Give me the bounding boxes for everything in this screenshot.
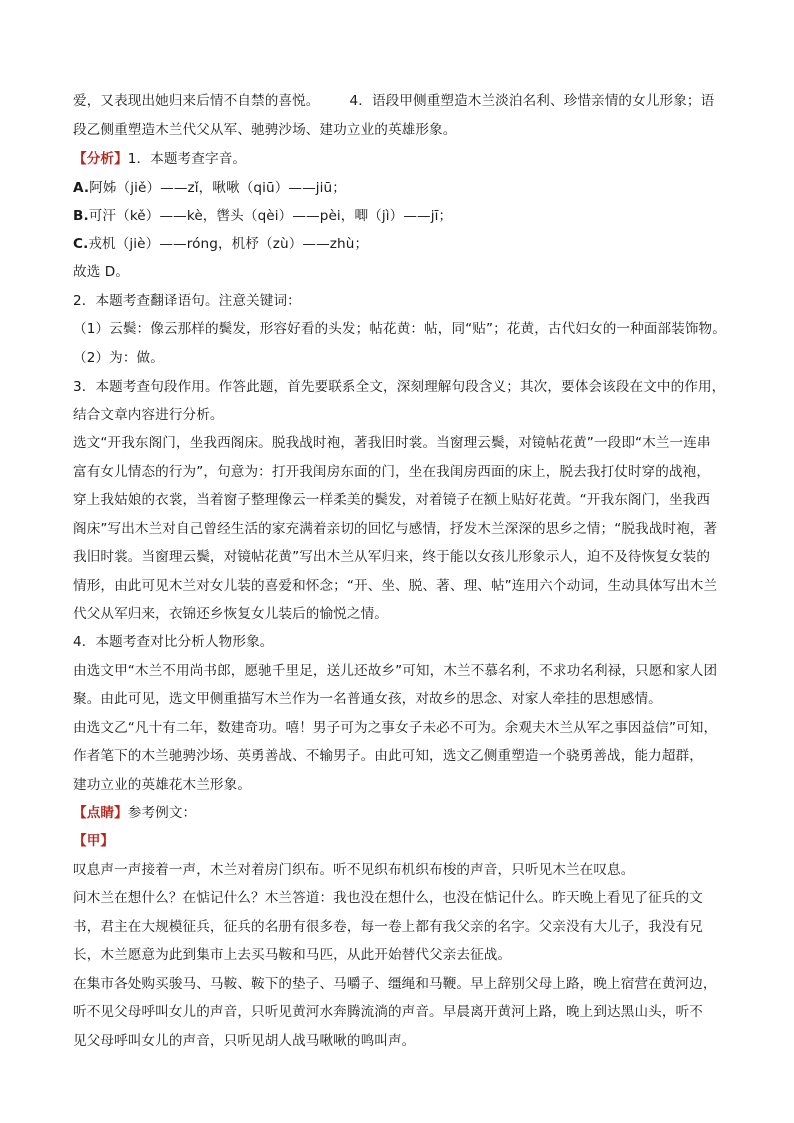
q3-paragraph-line: 情形，由此可见木兰对女儿装的喜爱和怀念；“开、坐、脱、著、理、帖”连用六个动词，生动具体写出木兰 [73, 578, 718, 594]
q3-heading: 3．本题考查句段作用。作答此题，首先要联系全文，深刻理解句段含义；其次，要体会该段在文中的作用， [73, 379, 726, 395]
q4-paragraph-line: 作者笔下的木兰驰骋沙场、英勇善战、不输男子。由此可知，选文乙侧重塑造一个骁勇善战，能力超群， [73, 748, 703, 764]
answer-4-text: 4．语段甲侧重塑造木兰淡泊名利、珍惜亲情的女儿形象；语 [349, 93, 715, 109]
q4-paragraph-line: 由选文甲“木兰不用尚书郎，愿驰千里足，送儿还故乡”可知，木兰不慕名利，不求功名利禄，只愿和家人团 [73, 663, 718, 679]
option-c [73, 235, 368, 253]
q2-item-2: （2）为：做。 [73, 350, 164, 366]
analysis-heading [73, 150, 246, 168]
jia-label: 【甲】 [73, 833, 115, 849]
essay-line: 在集市各处购买骏马、马鞍、鞍下的垫子、马嚼子、缰绳和马鞭。早上辞别父母上路，晚上宿营在黄河边， [73, 976, 717, 992]
dianjing-label: 【点睛】 [73, 805, 128, 821]
q3-paragraph-line: 富有女儿情态的行为”，句意为：打开我闺房东面的门，坐在我闺房西面的床上，脱去我打仗时穿的战袍， [73, 464, 711, 480]
essay-line: 问木兰在想什么？在惦记什么？木兰答道：我也没在想什么，也没在惦记什么。昨天晚上看见了征兵的文 [73, 890, 703, 906]
q4-paragraph-line: 建功立业的英雄花木兰形象。 [73, 777, 252, 793]
option-b [73, 207, 452, 225]
intro-text: 爱，又表现出她归来后情不自禁的喜悦。 [73, 93, 320, 109]
intro-line-1 [73, 92, 714, 110]
essay-line: 书，君主在大规模征兵，征兵的名册有很多卷，每一卷上都有我父亲的名字。父亲没有大儿子，我没有兄 [73, 919, 703, 935]
q4-paragraph-line: 聚。由此可见，选文甲侧重描写木兰作为一名普通女孩，对故乡的思念、对家人牵挂的思想感情。 [73, 691, 662, 707]
q2-item-1: （1）云鬓：像云那样的鬓发，形容好看的头发；帖花黄：帖，同“贴”；花黄，古代妇女的一种面部装饰物。 [73, 321, 726, 337]
q3-paragraph-line: 选文“开我东阁门，坐我西阁床。脱我战时袍，著我旧时裳。当窗理云鬓，对镜帖花黄”一段即“木兰一连串 [73, 435, 711, 451]
q1-heading: 1．本题考查字音。 [127, 151, 247, 167]
essay-line: 见父母呼叫女儿的声音，只听见胡人战马啾啾的鸣叫声。 [73, 1033, 416, 1049]
option-text: 阿姊（jiě）——zǐ，啾啾（qiū）——jiū； [89, 180, 346, 196]
section-jia-label [73, 832, 114, 850]
essay-line: 叹息声一声接着一声，木兰对着房门织布。听不见织布机织布梭的声音，只听见木兰在叹息。 [73, 862, 635, 878]
q4-heading: 4．本题考查对比分析人物形象。 [73, 634, 274, 650]
answer-choice: 故选 D。 [73, 264, 130, 280]
intro-line-2: 段乙侧重塑造木兰代父从军、驰骋沙场、建功立业的英雄形象。 [73, 122, 457, 138]
q3-heading-cont: 结合文章内容进行分析。 [73, 407, 224, 423]
dianjing-text: 参考例文： [127, 805, 197, 821]
option-a [73, 179, 346, 197]
essay-line: 听不见父母呼叫女儿的声音，只听见黄河水奔腾流淌的声音。早晨离开黄河上路，晚上到达黑山头，听不 [73, 1004, 703, 1020]
option-letter: B. [73, 208, 89, 224]
q2-heading: 2．本题考查翻译语句。注意关键词： [73, 293, 301, 309]
essay-line: 长，木兰愿意为此到集市上去买马鞍和马匹，从此开始替代父亲去征战。 [73, 947, 512, 963]
analysis-label: 【分析】 [73, 151, 128, 167]
option-text: 可汗（kě）——kè，辔头（qèi）——pèi，唧（jì）——jī； [88, 208, 453, 224]
option-letter: C. [73, 236, 89, 252]
q3-paragraph-line: 阁床”写出木兰对自己曾经生活的家充满着亲切的回忆与感情，抒发木兰深深的思乡之情；“脱我战时袍，著 [73, 521, 718, 537]
q3-paragraph-line: 代父从军归来，衣锦还乡恢复女儿装后的愉悦之情。 [73, 606, 388, 622]
q3-paragraph-line: 我旧时裳。当窗理云鬓，对镜帖花黄”写出木兰从军归来，终于能以女孩儿形象示人，迫不及待恢复女装的 [73, 549, 711, 565]
dianjing-heading [73, 804, 196, 822]
option-letter: A. [73, 180, 90, 196]
q4-paragraph-line: 由选文乙“凡十有二年，数建奇功。嘻！男子可为之事女子未必不可为。余观夫木兰从军之事因益信”可知， [73, 720, 718, 736]
q3-paragraph-line: 穿上我姑娘的衣裳，当着窗子整理像云一样柔美的鬓发，对着镜子在额上贴好花黄。“开我东阁门，坐我西 [73, 492, 711, 508]
option-text: 戎机（jiè）——róng，机杼（zù）——zhù； [88, 236, 369, 252]
